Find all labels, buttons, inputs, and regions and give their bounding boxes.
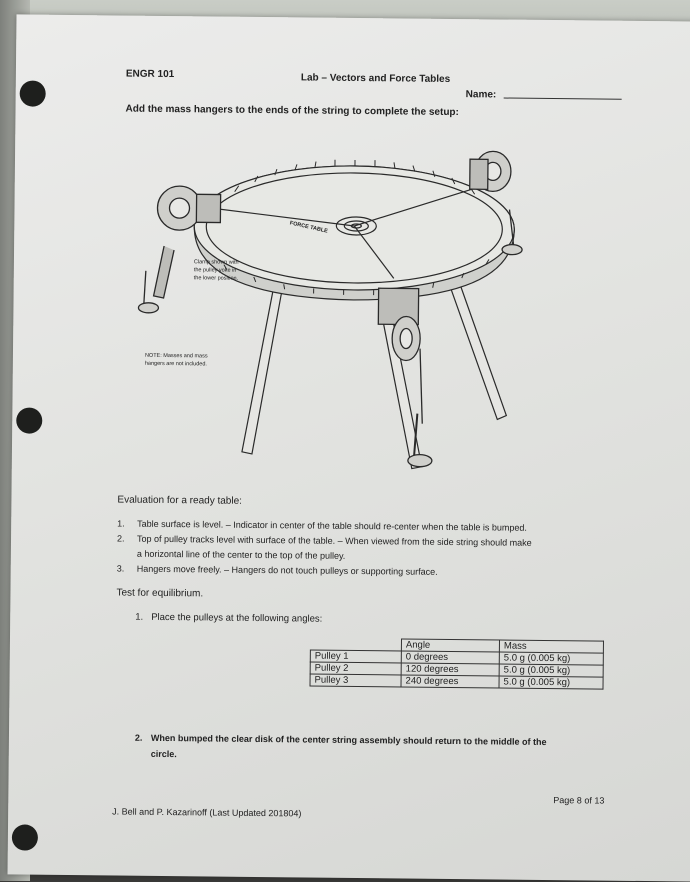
page-number: Page 8 of 13	[553, 795, 605, 806]
course-code: ENGR 101	[125, 68, 175, 81]
eval-item-1-text: Table surface is level. – Indicator in center of the table should re-center when the table is bumped.	[137, 518, 527, 533]
eval-item-2-text-cont: a horizontal line of the center to the top of the pulley.	[136, 548, 346, 561]
table-row	[310, 674, 603, 689]
table-header-cell	[310, 638, 401, 651]
step-2-text: When bumped the clear disk of the center string assembly should return to the middle of the	[150, 732, 547, 748]
eval-item-3-text: Hangers move freely. – Hangers do not touch pulleys or supporting surface.	[136, 563, 438, 577]
pulley-table	[309, 638, 603, 690]
table-cell: Pulley 1	[310, 650, 401, 663]
step-2-num: 2.	[134, 732, 143, 743]
eval-item-2-num: 2.	[116, 533, 125, 544]
evaluation-heading: Evaluation for a ready table:	[117, 494, 243, 507]
table-cell: 120 degrees	[401, 663, 499, 676]
table-cell: 5.0 g (0.005 kg)	[499, 664, 603, 677]
punch-hole-top	[20, 80, 46, 106]
figure-note: NOTE: Masses and mass hangers are not included.	[144, 352, 208, 368]
punch-hole-bottom	[12, 824, 38, 850]
force-table-illustration	[122, 146, 546, 490]
equilibrium-heading: Test for equilibrium.	[116, 587, 204, 600]
table-cell: 240 degrees	[401, 675, 499, 688]
eval-item-1-num: 1.	[117, 518, 125, 529]
footer-credit: J. Bell and P. Kazarinoff (Last Updated 201804)	[112, 806, 302, 819]
table-cell: 0 degrees	[401, 651, 499, 664]
table-cell: Pulley 2	[310, 662, 401, 675]
lab-title: Lab – Vectors and Force Tables	[300, 72, 451, 85]
clamp-note: Clamp shown with the pulley yoke in the lower position.	[193, 259, 239, 282]
setup-instruction: Add the mass hangers to the ends of the string to complete the setup:	[125, 103, 459, 119]
name-field[interactable]	[504, 98, 622, 100]
table-header-cell: Angle	[401, 639, 499, 652]
name-label: Name:	[465, 89, 497, 101]
punch-hole-middle	[16, 407, 42, 433]
step-1-text: Place the pulleys at the following angles:	[151, 611, 323, 625]
table-cell: 5.0 g (0.005 kg)	[499, 676, 603, 689]
table-cell: Pulley 3	[310, 674, 401, 687]
document-page	[8, 14, 690, 881]
table-cell: 5.0 g (0.005 kg)	[499, 652, 603, 665]
force-table-label: FORCE TABLE	[289, 220, 329, 235]
step-2-text-cont: circle.	[150, 748, 177, 760]
table-header-cell: Mass	[499, 640, 603, 653]
eval-item-3-num: 3.	[116, 563, 125, 574]
step-1-num: 1.	[135, 611, 144, 623]
eval-item-2-text: Top of pulley tracks level with surface of the table. – When viewed from the side string should make	[136, 533, 532, 548]
